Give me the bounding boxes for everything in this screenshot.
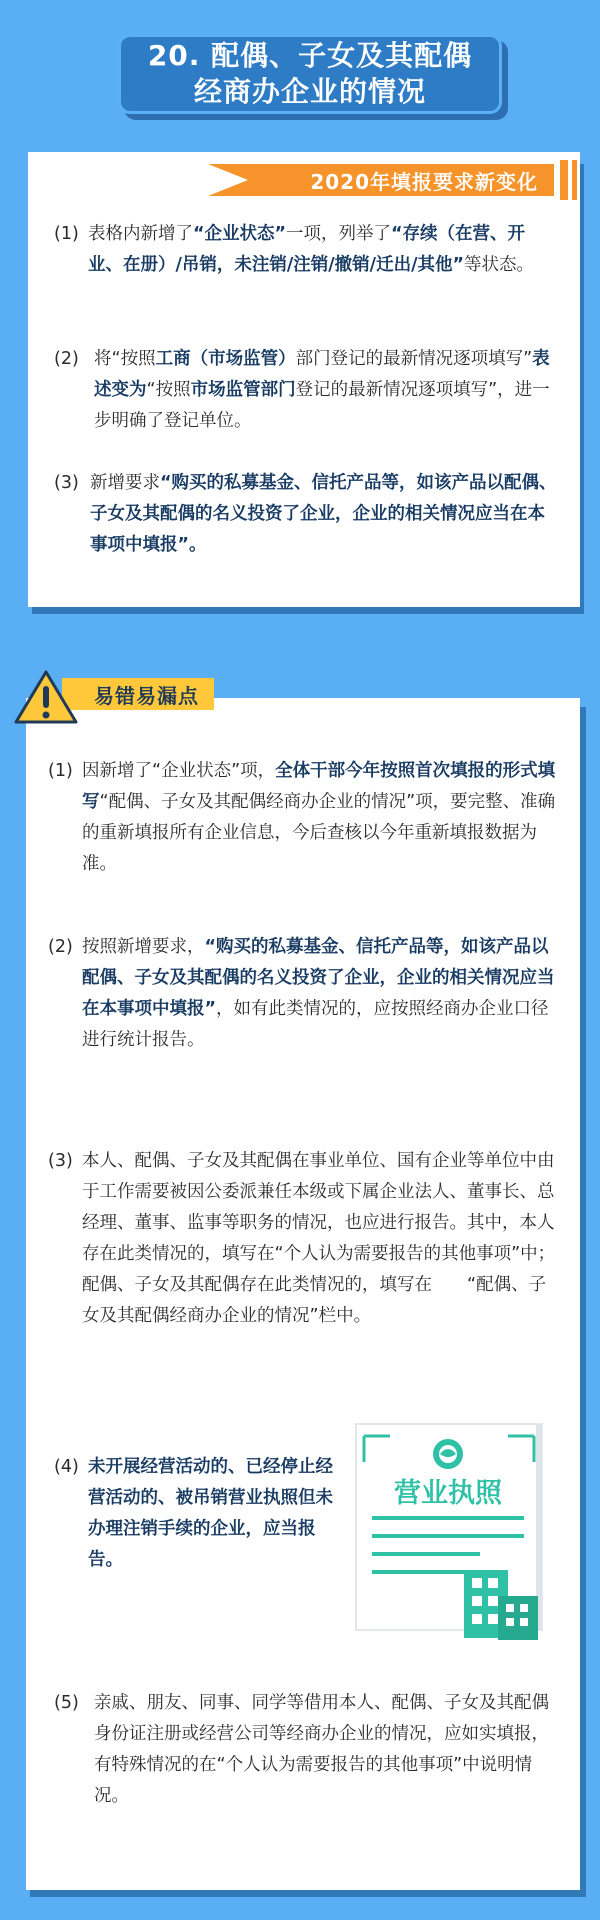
item-number: (3) — [54, 473, 79, 493]
license-label: 营业执照 — [394, 1478, 502, 1509]
text-segment: 等状态。 — [463, 255, 534, 275]
common-mistakes-tag — [14, 670, 224, 726]
mistake-item-1 — [48, 756, 558, 880]
business-license-icon — [348, 1418, 558, 1650]
text-segment: 本人、配偶、子女及其配偶在事业单位、国有企业等单位中由于工作需要被因公委派兼任本级或下属企业法人、董事长、总经理、董事、监事等职务的情况，也应进行报告。其中，本人存在此类情况的，填写在“个人认为需要报告的其他事项”中；配偶、子女及其配偶存在此类情况的，填写在 “配偶、子女及其配偶经商办企业的情况”栏中。 — [82, 1151, 556, 1326]
change-item-3 — [54, 468, 558, 561]
change-item-2 — [54, 344, 558, 437]
bold-text-segment: “企业状态” — [193, 224, 287, 244]
bold-text-segment: 未开展经营活动的、已经停止经营活动的、被吊销营业执照但未办理注销手续的企业，应当报告。 — [88, 1457, 333, 1570]
title-line-2: 经商办企业的情况 — [193, 75, 426, 108]
mistake-item-3 — [48, 1146, 558, 1332]
warning-triangle-icon — [14, 670, 78, 726]
mistake-item-2 — [48, 932, 558, 1056]
page-title — [118, 34, 508, 120]
text-segment: 按照新增要求， — [82, 937, 205, 957]
bold-text-segment: “存续（在营、开业、在册）/吊销，未注销/注销/撤销/迁出/其他” — [88, 224, 526, 275]
item-number: (1) — [48, 761, 73, 781]
change-item-1 — [54, 219, 558, 281]
text-segment: “按照 — [146, 380, 191, 400]
title-line-1: 20. 配偶、子女及其配偶 — [147, 39, 473, 72]
bold-text-segment: “购买的私募基金、信托产品等，如该产品以配偶、子女及其配偶的名义投资了企业，企业的相关情况应当在本事项中填报”。 — [90, 473, 557, 555]
item-number: (2) — [54, 349, 79, 369]
item-text — [54, 1452, 334, 1576]
text-segment: 新增要求 — [90, 473, 160, 493]
item-text — [48, 932, 558, 1056]
bold-text-segment: “购买的私募基金、信托产品等，如该产品以配偶、子女及其配偶的名义投资了企业，企业的相关情况应当在本事项中填报” — [82, 937, 555, 1019]
bold-text-segment: 市场监管部门 — [190, 380, 296, 400]
text-segment: “配偶、子女及其配偶经商办企业的情况”项，要完整、准确的重新填报所有企业信息，今后查核以今年重新填报数据为准。 — [82, 792, 556, 874]
item-number: (3) — [48, 1151, 73, 1171]
item-text — [54, 1688, 558, 1812]
item-text — [54, 468, 558, 561]
item-number: (5) — [54, 1693, 79, 1713]
emblem-icon — [433, 1439, 463, 1469]
text-segment: 将“按照 — [94, 349, 156, 369]
mistake-item-5 — [54, 1688, 558, 1812]
mistake-item-4 — [54, 1452, 334, 1576]
item-number: (2) — [48, 937, 73, 957]
text-segment: 表格内新增了 — [88, 224, 193, 244]
new-changes-banner — [208, 160, 588, 200]
title-box — [118, 34, 502, 114]
bold-text-segment: 工商（市场监管） — [155, 349, 296, 369]
text-segment: 因新增了“企业状态”项， — [82, 761, 276, 781]
bold-text-segment: 表述变为 — [94, 349, 550, 400]
item-number: (1) — [54, 224, 79, 244]
item-text — [54, 219, 558, 281]
text-segment: 一项，列举了 — [286, 224, 392, 244]
text-segment: 登记的最新情况逐项填写”，进一步明确了登记单位。 — [94, 380, 550, 431]
text-segment: 亲戚、朋友、同事、同学等借用本人、配偶、子女及其配偶身份证注册或经营公司等经商办企业的情况，应如实填报，有特殊情况的在“个人认为需要报告的其他事项”中说明情况。 — [94, 1693, 549, 1806]
text-segment: 部门登记的最新情况逐项填写” — [295, 349, 533, 369]
item-text — [48, 756, 558, 880]
item-text — [54, 344, 558, 437]
bold-text-segment: 全体干部今年按照首次填报的形式填写 — [82, 761, 556, 812]
tag-label: 易错易漏点 — [94, 684, 199, 708]
text-segment: ，如有此类情况的，应按照经商办企业口径进行统计报告。 — [82, 999, 549, 1050]
banner-label: 2020年填报要求新变化 — [310, 170, 538, 194]
item-number: (4) — [54, 1457, 79, 1477]
item-text — [48, 1146, 558, 1332]
